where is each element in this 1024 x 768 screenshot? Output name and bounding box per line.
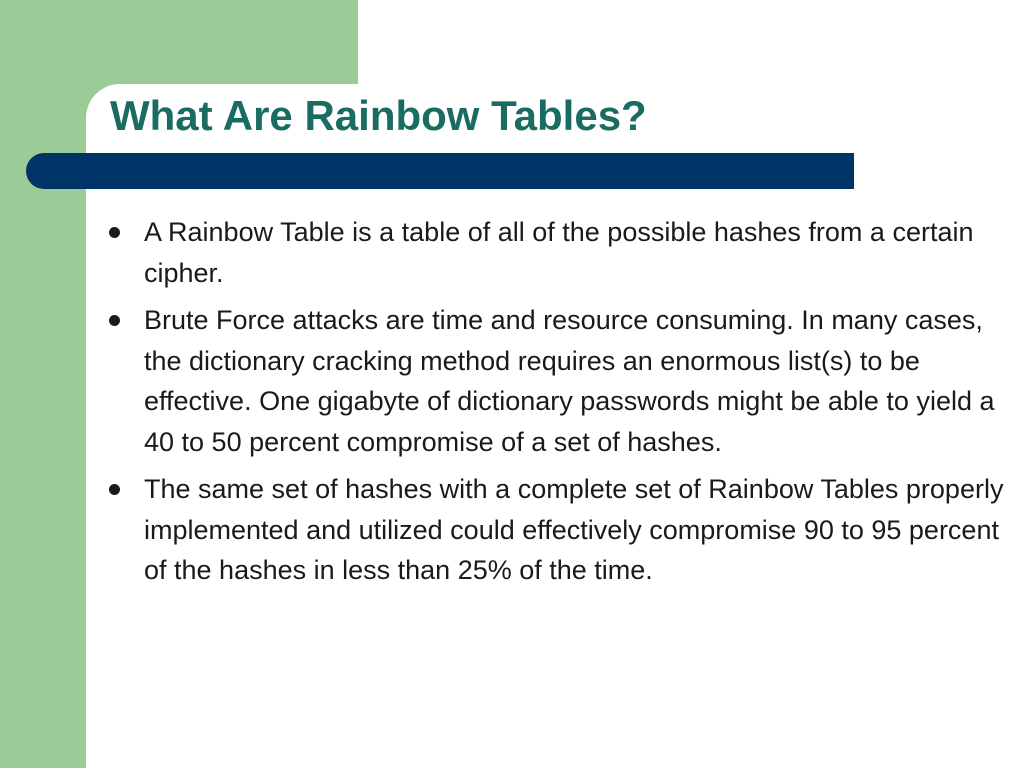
bullet-item (104, 212, 1009, 293)
bullet-dot-icon (109, 484, 120, 495)
bullet-dot-icon (109, 227, 120, 238)
bullet-text: The same set of hashes with a complete set of Rainbow Tables properly implemented and utilized could effectively compromise 90 to 95 percent of the hashes in less than 25% of the time. (144, 474, 1004, 585)
slide-title: What Are Rainbow Tables? (110, 92, 647, 139)
title-underline-bar (26, 153, 854, 189)
bullet-dot-icon (109, 315, 120, 326)
bullet-item (104, 469, 1009, 591)
bullet-list (104, 212, 1009, 598)
bullet-text: Brute Force attacks are time and resource consuming. In many cases, the dictionary cracking method requires an enormous list(s) to be effective. One gigabyte of dictionary passwords might be able to yield a 40 to 50 percent compromise of a set of hashes. (144, 305, 995, 457)
bullet-item (104, 300, 1009, 462)
bullet-text: A Rainbow Table is a table of all of the possible hashes from a certain cipher. (144, 217, 974, 288)
